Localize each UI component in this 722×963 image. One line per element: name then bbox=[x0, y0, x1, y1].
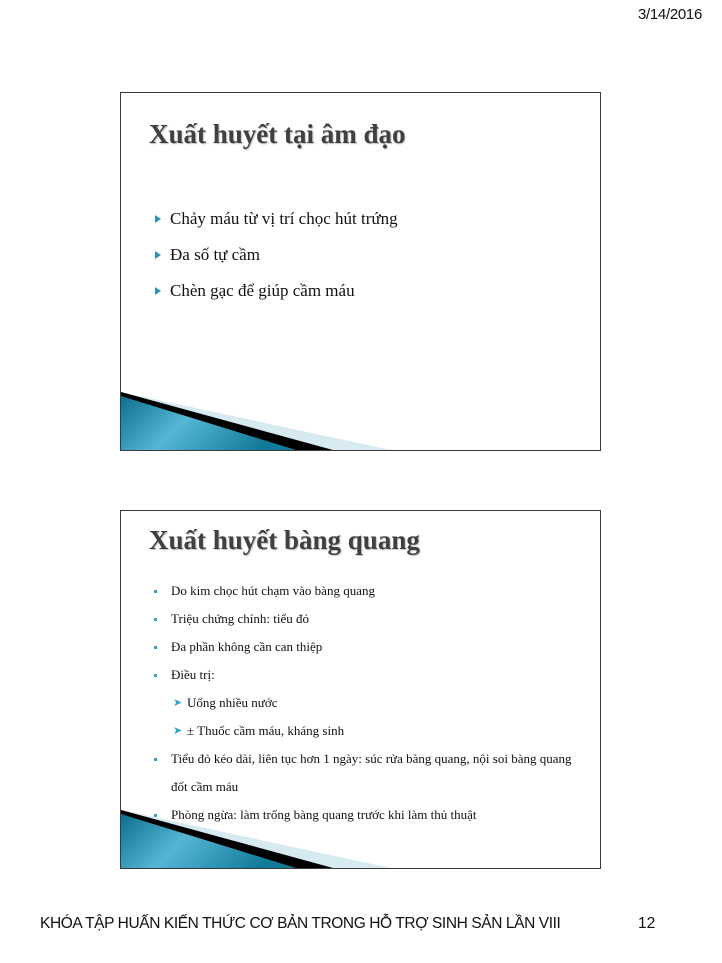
bullet-item: Chèn gạc để giúp cầm máu bbox=[155, 273, 398, 309]
print-date: 3/14/2016 bbox=[637, 6, 702, 23]
bullet-item: Tiểu đỏ kéo dài, liên tục hơn 1 ngày: súc rửa bàng quang, nội soi bàng quang đốt cầm máu bbox=[153, 745, 576, 801]
sub-bullet-item: ➤ Uống nhiều nước bbox=[153, 689, 576, 717]
chevron-bullet-icon: ➤ bbox=[173, 696, 183, 709]
square-bullet-icon bbox=[154, 674, 157, 677]
decorative-wedge bbox=[121, 810, 601, 868]
bullet-item: Phòng ngừa: làm trống bàng quang trước khi làm thủ thuật bbox=[153, 801, 576, 829]
decorative-wedge bbox=[121, 392, 601, 450]
bullet-item: Do kim chọc hút chạm vào bàng quang bbox=[153, 577, 576, 605]
bullet-item: Đa số tự cầm bbox=[155, 237, 398, 273]
sub-bullet-item: ➤ ± Thuốc cầm máu, kháng sinh bbox=[153, 717, 576, 745]
bullet-item: Chảy máu từ vị trí chọc hút trứng bbox=[155, 201, 398, 237]
bullet-item: Triệu chứng chính: tiểu đỏ bbox=[153, 605, 576, 633]
square-bullet-icon bbox=[154, 758, 157, 761]
slide-thumbnail-bladder-bleeding bbox=[120, 510, 601, 869]
square-bullet-icon bbox=[154, 590, 157, 593]
square-bullet-icon bbox=[154, 618, 157, 621]
bullet-list bbox=[153, 577, 576, 829]
triangle-bullet-icon bbox=[155, 215, 161, 223]
triangle-bullet-icon bbox=[155, 287, 161, 295]
page-number: 12 bbox=[638, 915, 656, 932]
slide-title: Xuất huyết bàng quang bbox=[149, 525, 420, 555]
chevron-bullet-icon: ➤ bbox=[173, 724, 183, 737]
bullet-list bbox=[155, 201, 398, 309]
bullet-item: Đa phần không cần can thiệp bbox=[153, 633, 576, 661]
bullet-item: Điều trị: bbox=[153, 661, 576, 689]
slide-thumbnail-vaginal-bleeding bbox=[120, 92, 601, 451]
slide-title: Xuất huyết tại âm đạo bbox=[149, 119, 406, 149]
square-bullet-icon bbox=[154, 646, 157, 649]
triangle-bullet-icon bbox=[155, 251, 161, 259]
footer-course-title: KHÓA TẬP HUẤN KIẾN THỨC CƠ BẢN TRONG HỖ TRỢ SINH SẢN LẦN VIII bbox=[40, 915, 561, 932]
